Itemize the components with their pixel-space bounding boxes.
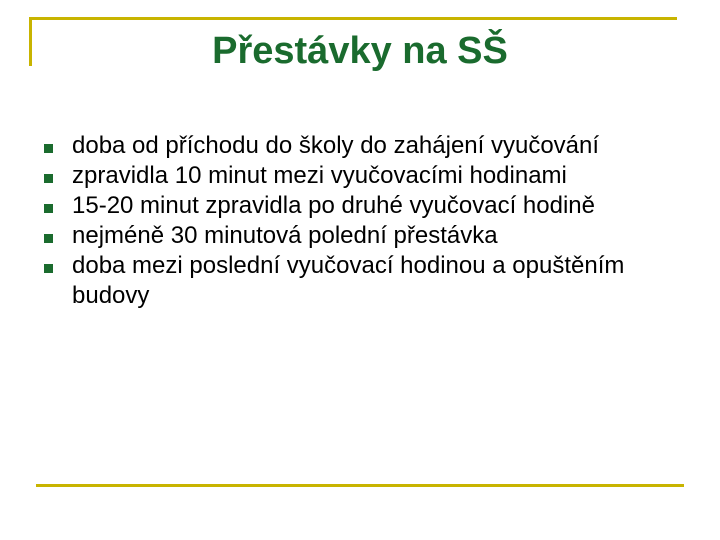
bullet-item bbox=[44, 191, 684, 221]
bullet-item bbox=[44, 161, 684, 191]
bullet-text: doba od příchodu do školy do zahájení vyučování bbox=[72, 132, 600, 159]
bullet-item bbox=[44, 221, 684, 251]
frame-bottom-line bbox=[36, 484, 684, 487]
square-bullet-icon bbox=[44, 234, 53, 243]
bullet-text: doba mezi poslední vyučovací hodinou a opuštěním budovy bbox=[72, 252, 625, 309]
bullet-item bbox=[44, 131, 684, 161]
bullet-item bbox=[44, 251, 684, 311]
bullet-list bbox=[44, 131, 684, 311]
slide-title: Přestávky na SŠ bbox=[212, 30, 508, 72]
square-bullet-icon bbox=[44, 144, 53, 153]
bullet-text: nejméně 30 minutová polední přestávka bbox=[72, 222, 498, 249]
square-bullet-icon bbox=[44, 264, 53, 273]
bullet-text: 15-20 minut zpravidla po druhé vyučovací hodině bbox=[72, 192, 595, 219]
square-bullet-icon bbox=[44, 204, 53, 213]
square-bullet-icon bbox=[44, 174, 53, 183]
bullet-text: zpravidla 10 minut mezi vyučovacími hodinami bbox=[72, 162, 567, 189]
frame-top-line bbox=[29, 17, 677, 20]
